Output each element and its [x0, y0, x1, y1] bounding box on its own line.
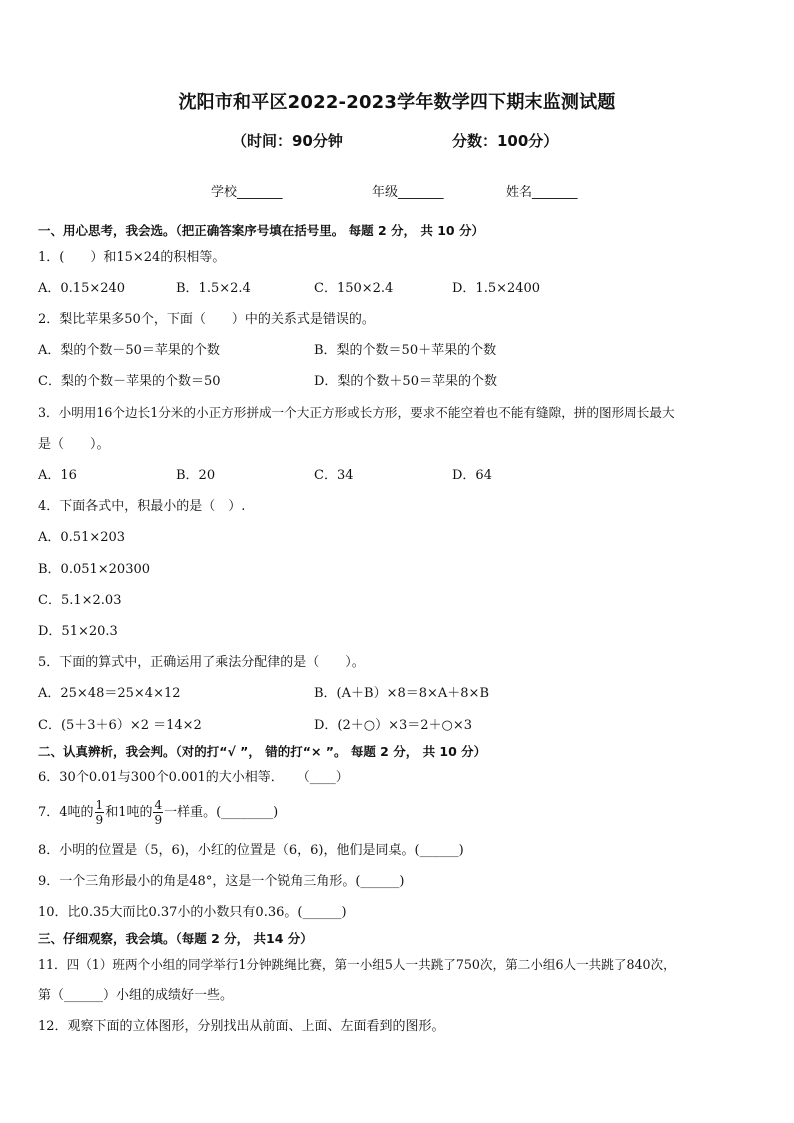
- q3-option-d: D．64: [452, 468, 492, 483]
- q3-option-a: A．16: [38, 468, 77, 483]
- q1-option-c: C．150×2.4: [314, 281, 394, 296]
- q2-option-b: B．梨的个数＝50＋苹果的个数: [314, 343, 497, 358]
- exam-time: （时间：90分钟: [232, 132, 343, 150]
- question-11-line-1: 11．四（1）班两个小组的同学举行1分钟跳绳比赛，第一小组5人一共跳了750次，第二小组6人一共跳了840次，: [38, 957, 676, 972]
- grade-field[interactable]: 年级_______: [372, 185, 444, 200]
- question-6: 6．30个0.01与300个0.001的大小相等． （____）: [38, 770, 349, 785]
- section-2-heading: 二、认真辨析，我会判。（对的打“√ ”， 错的打“× ”。 每题 2 分， 共 10 分）: [38, 744, 487, 759]
- question-9: 9．一个三角形最小的角是48°，这是一个锐角三角形。(______): [38, 874, 405, 889]
- q7-fraction-1-numerator: 1: [95, 798, 104, 812]
- q3-option-c: C．34: [314, 468, 354, 483]
- question-7: [38, 798, 278, 828]
- section-1-heading: 一、用心思考，我会选。（把正确答案序号填在括号里。 每题 2 分， 共 10 分）: [38, 223, 484, 238]
- q2-option-a: A．梨的个数－50＝苹果的个数: [38, 343, 220, 358]
- question-8: 8．小明的位置是（5，6)，小红的位置是（6，6)，他们是同桌。(______): [38, 843, 464, 858]
- q3-option-b: B．20: [176, 468, 216, 483]
- q4-option-d: D．51×20.3: [38, 624, 118, 639]
- q4-option-a: A．0.51×203: [38, 530, 126, 545]
- exam-title: 沈阳市和平区2022-2023学年数学四下期末监测试题: [178, 92, 616, 113]
- q1-option-b: B．1.5×2.4: [176, 281, 251, 296]
- q5-option-c: C．(5＋3＋6）×2 ＝14×2: [38, 718, 202, 733]
- question-4: 4．下面各式中，积最小的是（ ）.: [38, 499, 246, 514]
- q5-option-b: B．(A＋B）×8＝8×A＋8×B: [314, 686, 489, 701]
- q4-option-b: B．0.051×20300: [38, 562, 151, 577]
- question-3-line-2: 是（ ）。: [38, 437, 110, 452]
- q7-fraction-2-denominator: 9: [154, 813, 163, 827]
- question-5: 5．下面的算式中，正确运用了乘法分配律的是（ ）。: [38, 655, 365, 670]
- q7-text-c: 一样重。(________): [164, 805, 279, 820]
- exam-score: 分数：100分）: [452, 132, 559, 150]
- question-12: 12．观察下面的立体图形，分别找出从前面、上面、左面看到的图形。: [38, 1019, 445, 1034]
- q5-option-d: D．(2＋○）×3＝2＋○×3: [314, 718, 473, 733]
- q2-option-c: C．梨的个数－苹果的个数＝50: [38, 374, 221, 389]
- q2-option-d: D．梨的个数＋50＝苹果的个数: [314, 374, 497, 389]
- question-2: 2．梨比苹果多50个，下面（ ）中的关系式是错误的。: [38, 312, 375, 327]
- question-1: 1．( ）和15×24的积相等。: [38, 250, 226, 265]
- q7-fraction-2: [153, 798, 163, 827]
- q1-option-d: D．1.5×2400: [452, 281, 541, 296]
- q5-option-a: A．25×48＝25×4×12: [38, 686, 181, 701]
- school-field[interactable]: 学校_______: [211, 185, 283, 200]
- q7-fraction-1-denominator: 9: [95, 813, 104, 827]
- q7-fraction-1: [95, 798, 105, 827]
- name-field[interactable]: 姓名_______: [506, 185, 578, 200]
- q7-text-a: 7．4吨的: [38, 805, 94, 820]
- q1-option-a: A．0.15×240: [38, 281, 126, 296]
- q7-text-b: 和1吨的: [105, 805, 153, 820]
- q4-option-c: C．5.1×2.03: [38, 593, 122, 608]
- q7-fraction-2-numerator: 4: [154, 798, 163, 812]
- section-3-heading: 三、仔细观察，我会填。（每题 2 分， 共14 分）: [38, 931, 313, 946]
- question-10: 10．比0.35大而比0.37小的小数只有0.36。(______): [38, 905, 347, 920]
- question-3-line-1: 3．小明用16个边长1分米的小正方形拼成一个大正方形或长方形，要求不能空着也不能有缝隙，拼的图形周长最大: [38, 405, 675, 420]
- question-11-line-2: 第（______）小组的成绩好一些。: [38, 988, 234, 1003]
